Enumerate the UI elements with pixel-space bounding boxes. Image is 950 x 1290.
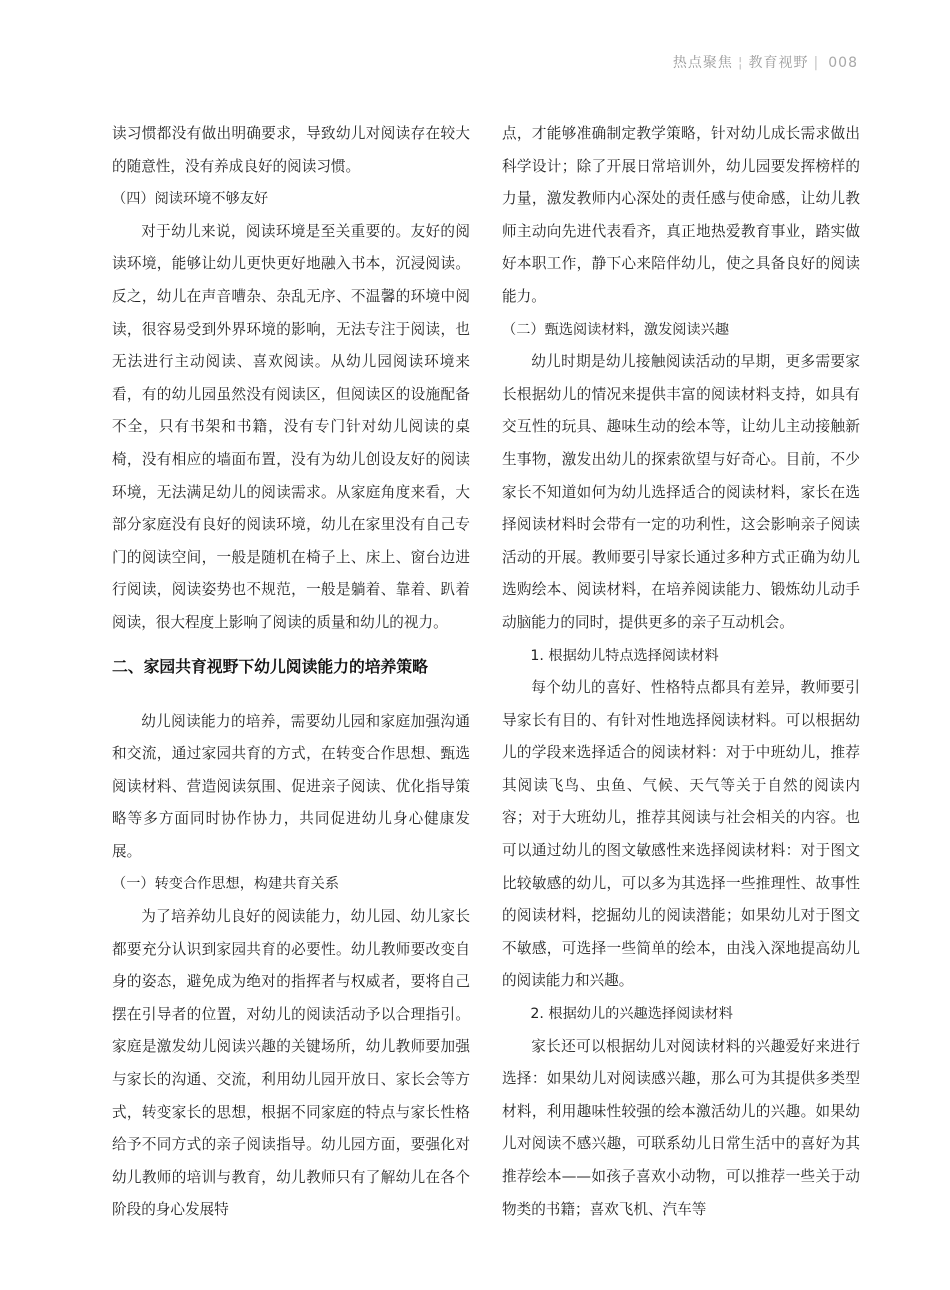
header-separator: ¦ — [737, 55, 744, 71]
paragraph-continuation: 读习惯都没有做出明确要求，导致幼儿对阅读存在较大的随意性，没有养成良好的阅读习惯。 — [112, 125, 470, 175]
paragraph-continuation-right: 点，才能够准确制定教学策略，针对幼儿成长需求做出科学设计；除了开展日常培训外，幼儿园要发挥榜样的力量，激发教师内心深处的责任感与使命感，让幼儿教师主动向先进代表看齐，真正地热爱教育事业，踏实做好本职工作，静下心来陪伴幼儿，使之具备良好的阅读能力。 — [502, 125, 860, 305]
running-header — [673, 52, 858, 72]
right-column — [502, 118, 860, 1226]
section-heading-materials: （二）甄选阅读材料，激发阅读兴趣 — [502, 321, 730, 338]
section-title-strategies: 二、家园共育视野下幼儿阅读能力的培养策略 — [112, 656, 428, 676]
page-number: 008 — [828, 55, 858, 71]
paragraph-materials: 幼儿时期是幼儿接触阅读活动的早期，更多需要家长根据幼儿的情况来提供丰富的阅读材料支持，如具有交互性的玩具、趣味生动的绘本等，让幼儿主动接触新生事物，激发出幼儿的探索欲望与好奇心。目前，不少家长不知道如何为幼儿选择适合的阅读材料，家长在选择阅读材料时会带有一定的功利性，这会影响亲子阅读活动的开展。教师要引导家长通过多种方式正确为幼儿选购绘本、阅读材料，在培养阅读能力、锻炼幼儿动手动脑能力的同时，提供更多的亲子互动机会。 — [502, 353, 860, 631]
left-column — [112, 118, 470, 1227]
subheading-by-traits: 1. 根据幼儿特点选择阅读材料 — [530, 647, 719, 664]
paragraph-by-traits: 每个幼儿的喜好、性格特点都具有差异，教师要引导家长有目的、有针对性地选择阅读材料。可以根据幼儿的学段来选择适合的阅读材料：对于中班幼儿，推荐其阅读飞鸟、虫鱼、气候、天气等关于自然的阅读内容；对于大班幼儿，推荐其阅读与社会相关的内容。也可以通过幼儿的图文敏感性来选择阅读材料：对于图文比较敏感的幼儿，可以多为其选择一些推理性、故事性的阅读材料，挖掘幼儿的阅读潜能；如果幼儿对于图文不敏感，可选择一些简单的绘本，由浅入深地提高幼儿的阅读能力和兴趣。 — [502, 679, 860, 990]
section-heading-cooperation: （一）转变合作思想，构建共育关系 — [112, 876, 340, 893]
header-separator-2: | — [813, 55, 820, 71]
header-section: 热点聚焦 — [672, 55, 733, 71]
subheading-by-interest: 2. 根据幼儿的兴趣选择阅读材料 — [530, 1006, 733, 1023]
header-column: 教育视野 — [748, 55, 809, 71]
paragraph-cooperation: 为了培养幼儿良好的阅读能力，幼儿园、幼儿家长都要充分认识到家园共育的必要性。幼儿教师要改变自身的姿态，避免成为绝对的指挥者与权威者，要将自己摆在引导者的位置，对幼儿的阅读活动予以合理指引。家庭是激发幼儿阅读兴趣的关键场所，幼儿教师要加强与家长的沟通、交流，利用幼儿园开放日、家长会等方式，转变家长的思想，根据不同家庭的特点与家长性格给予不同方式的亲子阅读指导。幼儿园方面，要强化对幼儿教师的培训与教育，幼儿教师只有了解幼儿在各个阶段的身心发展特 — [112, 908, 470, 1219]
paragraph-reading-environment: 对于幼儿来说，阅读环境是至关重要的。友好的阅读环境，能够让幼儿更快更好地融入书本，沉浸阅读。反之，幼儿在声音嘈杂、杂乱无序、不温馨的环境中阅读，很容易受到外界环境的影响，无法专注于阅读，也无法进行主动阅读、喜欢阅读。从幼儿园阅读环境来看，有的幼儿园虽然没有阅读区，但阅读区的设施配备不全，只有书架和书籍，没有专门针对幼儿阅读的桌椅，没有相应的墙面布置，没有为幼儿创设友好的阅读环境，无法满足幼儿的阅读需求。从家庭角度来看，大部分家庭没有良好的阅读环境，幼儿在家里没有自己专门的阅读空间，一般是随机在椅子上、床上、窗台边进行阅读，阅读姿势也不规范，一般是躺着、靠着、趴着阅读，很大程度上影响了阅读的质量和幼儿的视力。 — [112, 222, 470, 631]
paragraph-by-interest: 家长还可以根据幼儿对阅读材料的兴趣爱好来进行选择：如果幼儿对阅读感兴趣，那么可为其提供多类型材料，利用趣味性较强的绘本激活幼儿的兴趣。如果幼儿对阅读不感兴趣，可联系幼儿日常生活中的喜好为其推荐绘本——如孩子喜欢小动物，可以推荐一些关于动物类的书籍；喜欢飞机、汽车等 — [502, 1037, 860, 1218]
paragraph-strategies-intro: 幼儿阅读能力的培养，需要幼儿园和家庭加强沟通和交流，通过家园共育的方式，在转变合作思想、甄选阅读材料、营造阅读氛围、促进亲子阅读、优化指导策略等多方面同时协作协力，共同促进幼儿身心健康发展。 — [112, 712, 470, 860]
section-heading-reading-environment: （四）阅读环境不够友好 — [112, 191, 269, 208]
